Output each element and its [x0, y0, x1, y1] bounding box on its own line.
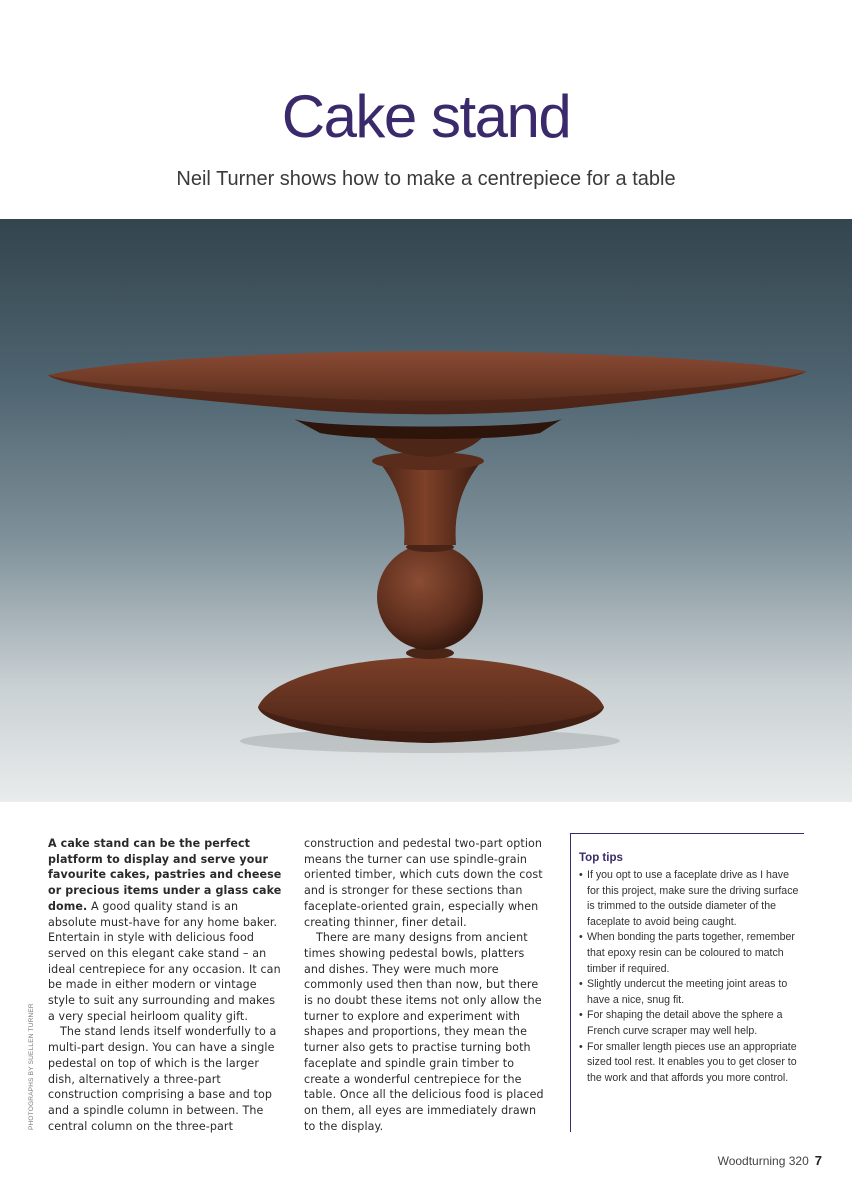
intro-rest: A good quality stand is an absolute must-have for any home baker. Entertain in style with delicious food served on this elegant cake stand – an ideal centrepiece for any occasion. It can be made in either modern or vintage style to suit any surrounding and makes a very special heirloom quality gift. — [48, 899, 281, 1023]
tip-item: • For shaping the detail above the sphere a French curve scraper may well help. — [579, 1008, 804, 1039]
page-number: 7 — [814, 1153, 822, 1168]
body-paragraph: There are many designs from ancient times showing pedestal bowls, platters and dishes. They were much more commonly used then than now, but there is no doubt these items not only allow the turner to explore and experiment with shapes and proportions, they mean the turner also gets to practise turning both faceplate and spindle grain timber to create a wonderful centrepiece for the table. Once all the delicious food is placed on them, all eyes are immediately drawn to the display. — [304, 931, 544, 1133]
intro-lead: A cake stand can be the perfect platform to display and serve your favourite cakes, pastries and cheese or precious items under a glass cake dome. — [48, 837, 282, 913]
body-paragraph: The stand lends itself wonderfully to a multi-part design. You can have a single pedestal on top of which is the larger dish, alternatively a three-part construction comprising a base and top and a spindle column in between. The central column on the three-part — [48, 1025, 277, 1133]
intro-paragraph — [48, 836, 284, 1024]
article-subtitle: Neil Turner shows how to make a centrepiece for a table — [176, 168, 676, 190]
top-tips-list — [571, 868, 804, 1086]
tip-item: • Slightly undercut the meeting joint areas to have a nice, snug fit. — [579, 977, 804, 1008]
photo-credit: PHOTOGRAPHS BY SUELLEN TURNER — [28, 1003, 35, 1130]
page-footer — [718, 1153, 822, 1168]
cake-stand-illustration — [48, 351, 806, 753]
tip-item: • For smaller length pieces use an appropriate sized tool rest. It enables you to get closer to the work and that affords you more control. — [579, 1040, 804, 1087]
top-tips-box — [570, 833, 804, 1132]
top-tips-heading: Top tips — [579, 852, 623, 864]
body-paragraph-continued: construction and pedestal two-part option means the turner can use spindle-grain oriented timber, which cuts down the cost and is stronger for these sections than faceplate-oriented grain, especially when creating thinner, finer detail. — [304, 837, 543, 929]
article-title: Cake stand — [281, 83, 571, 150]
cake-stand-photo — [0, 219, 852, 802]
tip-item: • When bonding the parts together, remember that epoxy resin can be coloured to match timber if required. — [579, 930, 804, 977]
tip-item: • If you opt to use a faceplate drive as I have for this project, make sure the driving surface is trimmed to the outside diameter of the faceplate to avoid being caught. — [579, 868, 804, 930]
article-column-2 — [304, 836, 548, 1134]
article-column-1 — [48, 836, 284, 1134]
magazine-name: Woodturning 320 — [717, 1154, 809, 1168]
